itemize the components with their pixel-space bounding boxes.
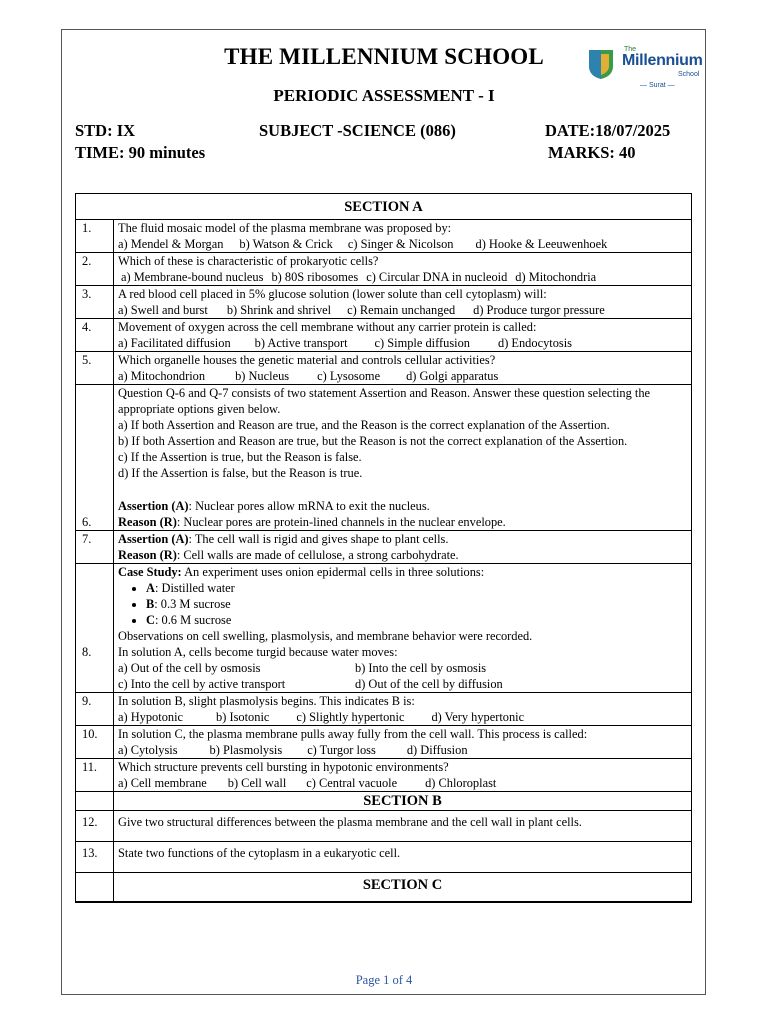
- options-line: [118, 676, 687, 692]
- option: a) Swell and burst: [118, 303, 208, 317]
- list-item: [146, 612, 687, 628]
- reason-text: : Nuclear pores are protein-lined channels in the nuclear envelope.: [176, 515, 506, 529]
- solution-text: : 0.6 M sucrose: [154, 613, 232, 627]
- question-number: 9.: [76, 693, 114, 726]
- question-row: [76, 319, 692, 352]
- question-number: 2.: [76, 253, 114, 286]
- question-row: [76, 286, 692, 319]
- option: c) Singer & Nicolson: [347, 237, 454, 251]
- question-5: [114, 352, 692, 385]
- option: a) Hypotonic: [118, 710, 184, 724]
- question-text: In solution C, the plasma membrane pulls away fully from the cell wall. This process is called:: [118, 727, 588, 741]
- option: b) Nucleus: [235, 369, 290, 383]
- option: c) Central vacuole: [306, 776, 398, 790]
- options-line: [118, 709, 687, 725]
- question-text: The fluid mosaic model of the plasma membrane was proposed by:: [118, 221, 452, 235]
- option: a) Mendel & Morgan: [118, 237, 224, 251]
- shield-logo-icon: [588, 48, 614, 80]
- assertion-line: [118, 498, 687, 514]
- option: a) Membrane-bound nucleus: [121, 270, 264, 284]
- option: b) Isotonic: [216, 710, 270, 724]
- option: c) Slightly hypertonic: [296, 710, 405, 724]
- question-text: Which organelle houses the genetic material and controls cellular activities?: [118, 353, 496, 367]
- question-number: 13.: [76, 842, 114, 873]
- question-13: State two functions of the cytoplasm in a eukaryotic cell.: [114, 842, 692, 873]
- question-number: 5.: [76, 352, 114, 385]
- assertion-label: Assertion (A): [118, 532, 189, 546]
- case-study-line: [118, 564, 687, 580]
- option: d) Out of the cell by diffusion: [355, 677, 503, 691]
- options-line: [118, 660, 687, 676]
- option: b) Shrink and shrivel: [226, 303, 332, 317]
- option: b) Plasmolysis: [209, 743, 283, 757]
- question-number: 6.: [76, 385, 114, 531]
- instruction-option: d) If the Assertion is false, but the Reason is true.: [118, 466, 363, 480]
- section-a-row: [76, 194, 692, 220]
- question-text: Movement of oxygen across the cell membrane without any carrier protein is called:: [118, 320, 537, 334]
- question-7: [114, 531, 692, 564]
- question-row: [76, 385, 692, 531]
- question-row: [76, 564, 692, 693]
- option: d) Produce turgor pressure: [473, 303, 605, 317]
- section-c-row: [76, 873, 692, 903]
- assertion-line: [118, 531, 687, 547]
- option: b) Cell wall: [227, 776, 287, 790]
- date-label: DATE:18/07/2025: [545, 121, 671, 140]
- case-study-label: Case Study:: [118, 565, 182, 579]
- marks-label: MARKS: 40: [548, 143, 636, 162]
- reason-text: : Cell walls are made of cellulose, a strong carbohydrate.: [176, 548, 459, 562]
- question-number: 3.: [76, 286, 114, 319]
- solution-label: B: [146, 597, 155, 611]
- question-11: [114, 759, 692, 792]
- option: c) Simple diffusion: [374, 336, 470, 350]
- options-line: [118, 335, 687, 351]
- option: c) Remain unchanged: [347, 303, 456, 317]
- question-row: [76, 693, 692, 726]
- empty-cell: [76, 873, 114, 903]
- school-logo: [588, 46, 704, 92]
- question-row: [76, 842, 692, 873]
- option: a) Cytolysis: [118, 743, 178, 757]
- solution-list: [118, 580, 687, 628]
- logo-the: The: [624, 46, 637, 53]
- question-9: [114, 693, 692, 726]
- subject-label: SUBJECT -SCIENCE (086): [259, 121, 456, 140]
- reason-label: Reason (R): [118, 515, 177, 529]
- reason-line: [118, 547, 687, 563]
- solution-label: C: [146, 613, 155, 627]
- question-6: [114, 385, 692, 531]
- case-study-text: An experiment uses onion epidermal cells in three solutions:: [181, 565, 485, 579]
- question-number: [76, 564, 114, 693]
- logo-city: — Surat —: [640, 82, 675, 89]
- options-line: [118, 368, 687, 384]
- option: a) Facilitated diffusion: [118, 336, 231, 350]
- time-label: TIME: 90 minutes: [75, 143, 206, 162]
- question-row: [76, 759, 692, 792]
- question-row: [76, 726, 692, 759]
- question-2: [114, 253, 692, 286]
- question-text: Which structure prevents cell bursting in hypotonic environments?: [118, 760, 449, 774]
- question-table: [75, 193, 692, 903]
- solution-label: A: [146, 581, 155, 595]
- options-line: [118, 269, 687, 285]
- section-b-heading: SECTION B: [114, 792, 692, 811]
- reason-line: [118, 514, 687, 530]
- assessment-title: PERIODIC ASSESSMENT - I: [273, 86, 495, 105]
- observation-text: Observations on cell swelling, plasmolysis, and membrane behavior were recorded.: [118, 629, 533, 643]
- question-number: 7.: [76, 531, 114, 564]
- options-line: [118, 236, 687, 252]
- solution-text: : Distilled water: [154, 581, 235, 595]
- reason-label: Reason (R): [118, 548, 177, 562]
- options-line: [118, 302, 687, 318]
- options-line: [118, 775, 687, 791]
- solution-text: : 0.3 M sucrose: [154, 597, 231, 611]
- option: d) Very hypertonic: [431, 710, 525, 724]
- list-item: [146, 596, 687, 612]
- option: d) Hooke & Leeuwenhoek: [475, 237, 608, 251]
- option: a) Cell membrane: [118, 776, 207, 790]
- assertion-label: Assertion (A): [118, 499, 189, 513]
- question-number-text: 8.: [82, 645, 92, 659]
- assertion-instructions: Question Q-6 and Q-7 consists of two statement Assertion and Reason. Answer these question selecting the appropriate options given below.: [118, 386, 651, 416]
- question-text: A red blood cell placed in 5% glucose solution (lower solute than cell cytoplasm) will:: [118, 287, 547, 301]
- option: b) Active transport: [254, 336, 348, 350]
- option: c) Circular DNA in nucleoid: [366, 270, 508, 284]
- question-row: [76, 531, 692, 564]
- option: d) Endocytosis: [498, 336, 572, 350]
- option: c) Turgor loss: [307, 743, 376, 757]
- option: d) Chloroplast: [425, 776, 497, 790]
- section-a-heading: SECTION A: [76, 194, 692, 220]
- logo-school: School: [678, 71, 700, 78]
- question-row: [76, 220, 692, 253]
- assertion-text: : The cell wall is rigid and gives shape to plant cells.: [188, 532, 449, 546]
- question-1: [114, 220, 692, 253]
- question-row: [76, 811, 692, 842]
- option: a) Mitochondrion: [118, 369, 206, 383]
- question-row: [76, 352, 692, 385]
- question-4: [114, 319, 692, 352]
- instruction-option: b) If both Assertion and Reason are true, but the Reason is not the correct explanation of the Assertion.: [118, 434, 628, 448]
- question-number: 10.: [76, 726, 114, 759]
- logo-name: Millennium: [622, 52, 703, 69]
- section-c-heading: SECTION C: [114, 873, 692, 903]
- option: b) Into the cell by osmosis: [355, 661, 487, 675]
- question-row: [76, 253, 692, 286]
- school-title: THE MILLENNIUM SCHOOL: [224, 44, 544, 69]
- question-text: Which of these is characteristic of prokaryotic cells?: [118, 254, 379, 268]
- options-line: [118, 742, 687, 758]
- instruction-option: a) If both Assertion and Reason are true, and the Reason is the correct explanation of the Assertion.: [118, 418, 610, 432]
- question-10: [114, 726, 692, 759]
- option: c) Lysosome: [317, 369, 381, 383]
- option: a) Out of the cell by osmosis: [118, 661, 261, 675]
- question-12: Give two structural differences between the plasma membrane and the cell wall in plant cells.: [114, 811, 692, 842]
- question-number: 12.: [76, 811, 114, 842]
- question-number: 4.: [76, 319, 114, 352]
- option: b) Watson & Crick: [239, 237, 333, 251]
- page-number: Page 1 of 4: [355, 973, 413, 987]
- question-number: 1.: [76, 220, 114, 253]
- question-3: [114, 286, 692, 319]
- question-text: In solution A, cells become turgid because water moves:: [118, 645, 398, 659]
- option: b) 80S ribosomes: [271, 270, 359, 284]
- option: d) Mitochondria: [515, 270, 597, 284]
- question-number: 11.: [76, 759, 114, 792]
- option: d) Golgi apparatus: [406, 369, 499, 383]
- option: c) Into the cell by active transport: [118, 677, 286, 691]
- section-b-row: [76, 792, 692, 811]
- list-item: [146, 580, 687, 596]
- instruction-option: c) If the Assertion is true, but the Reason is false.: [118, 450, 362, 464]
- question-8: [114, 564, 692, 693]
- empty-cell: [76, 792, 114, 811]
- assertion-text: : Nuclear pores allow mRNA to exit the nucleus.: [188, 499, 430, 513]
- option: d) Diffusion: [406, 743, 468, 757]
- std-label: STD: IX: [75, 121, 136, 140]
- question-text: In solution B, slight plasmolysis begins. This indicates B is:: [118, 694, 415, 708]
